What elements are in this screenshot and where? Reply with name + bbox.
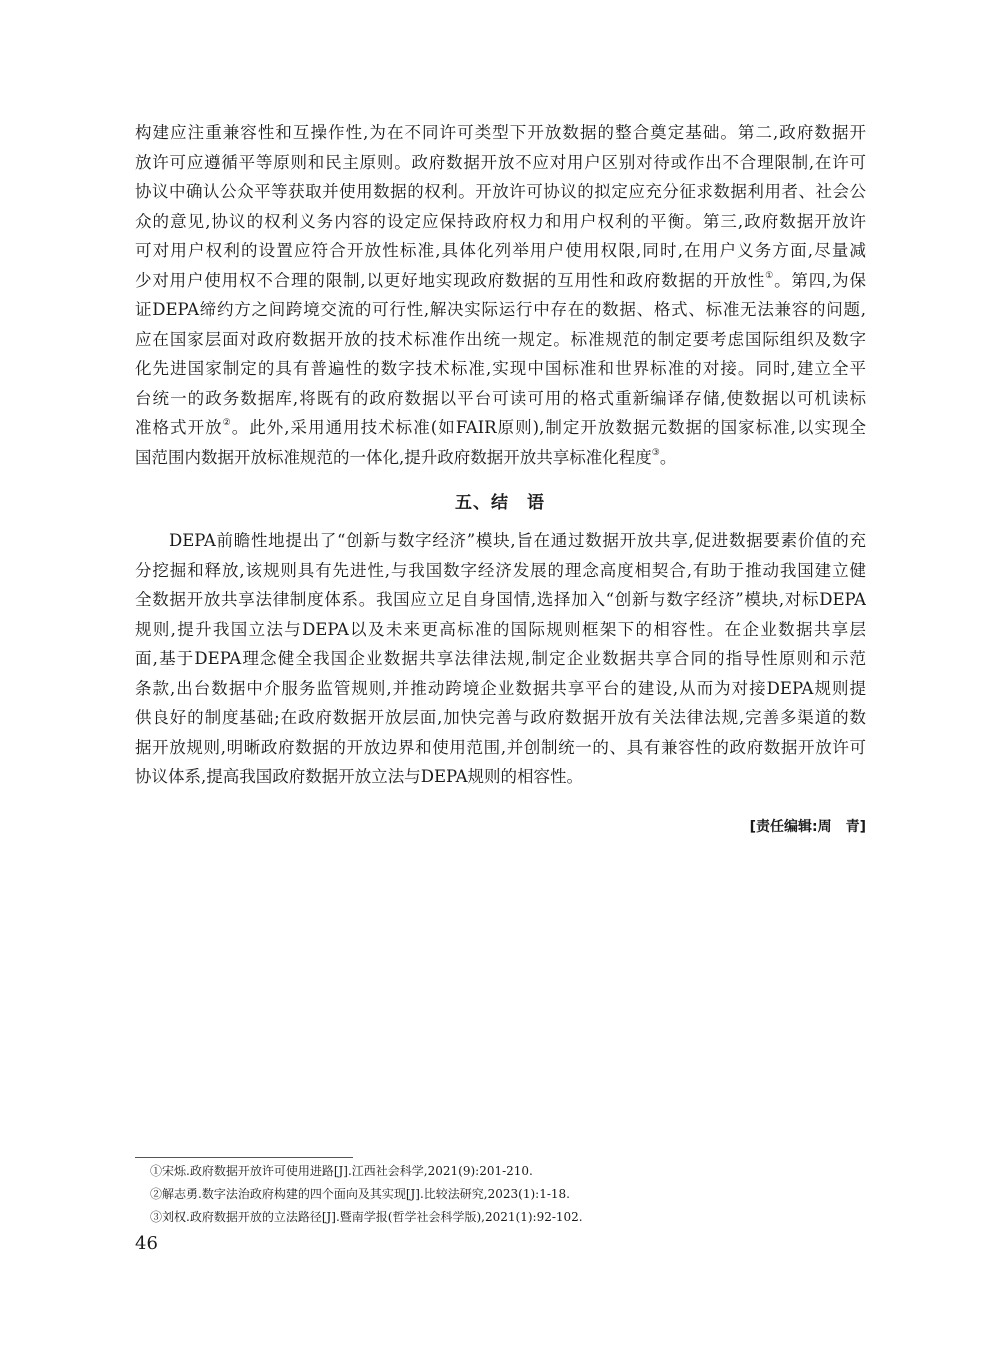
text-line — [135, 526, 866, 556]
footnote: ①宋烁.政府数据开放许可使用进路[J].江西社会科学,2021(9):201-210. — [150, 1164, 533, 1178]
line-text: 可对用户权利的设置应符合开放性标准,具体化列举用户使用权限,同时,在用户义务方面,尽量减 — [135, 241, 866, 260]
footnote: ③刘权.政府数据开放的立法路径[J].暨南学报(哲学社会科学版),2021(1):92-102. — [150, 1210, 583, 1224]
line-text: 供良好的制度基础;在政府数据开放层面,加快完善与政府数据开放有关法律法规,完善多渠道的数 — [135, 708, 866, 727]
line-text: 。第四,为保 — [774, 270, 866, 290]
line-text: 构建应注重兼容性和互操作性,为在不同许可类型下开放数据的整合奠定基础。第二,政府数据开 — [135, 123, 866, 142]
line-text: 协议中确认公众平等获取并使用数据的权利。开放许可协议的拟定应充分征求数据利用者、社会公 — [135, 182, 866, 201]
text-line — [135, 585, 866, 615]
line-text: 规则,提升我国立法与DEPA以及未来更高标准的国际规则框架下的相容性。在企业数据共享层 — [135, 619, 866, 639]
text-line — [135, 615, 866, 645]
body-paragraph-2 — [135, 526, 866, 792]
footnote-marker: ① — [765, 270, 775, 281]
line-text: 证DEPA缔约方之间跨境交流的可行性,解决实际运行中存在的数据、格式、标准无法兼容的问题, — [135, 300, 866, 319]
text-line — [135, 266, 866, 296]
line-text: 面,基于DEPA理念健全我国企业数据共享法律法规,制定企业数据共享合同的指导性原则和示范 — [135, 649, 866, 668]
footnote-marker: ③ — [651, 447, 660, 458]
section-heading: 五、结 语 — [455, 493, 545, 513]
text-line — [135, 556, 866, 586]
text-line — [135, 118, 866, 148]
text-line — [135, 177, 866, 207]
text-line — [135, 148, 866, 178]
line-text: 据开放规则,明晰政府数据的开放边界和使用范围,并创制统一的、具有兼容性的政府数据开放许可 — [135, 737, 866, 757]
line-text: 协议体系,提高我国政府数据开放立法与DEPA规则的相容性。 — [135, 767, 584, 786]
editor-note: [责任编辑:周 青] — [749, 819, 866, 835]
line-text: 国范围内数据开放标准规范的一体化,提升政府数据开放共享标准化程度 — [135, 447, 652, 467]
text-line — [135, 384, 866, 414]
line-text: 准格式开放 — [135, 418, 223, 437]
line-text: 化先进国家制定的具有普遍性的数字技术标准,实现中国标准和世界标准的对接。同时,建立全平 — [135, 359, 866, 378]
text-line — [135, 733, 866, 763]
line-text: 应在国家层面对政府数据开放的技术标准作出统一规定。标准规范的制定要考虑国际组织及数字 — [135, 329, 866, 349]
footnote-marker: ② — [222, 418, 232, 428]
line-text: 。 — [659, 447, 677, 467]
footnote: ②解志勇.数字法治政府构建的四个面向及其实现[J].比较法研究,2023(1):1-18. — [150, 1187, 570, 1201]
text-line — [135, 762, 866, 792]
line-text: 条款,出台数据中介服务监管规则,并推动跨境企业数据共享平台的建设,从而为对接DEPA规则提 — [135, 678, 866, 698]
text-line — [135, 443, 866, 473]
text-line — [135, 207, 866, 237]
page-number: 46 — [135, 1233, 158, 1254]
text-line — [135, 295, 866, 325]
text-line — [135, 703, 866, 733]
text-line — [135, 354, 866, 384]
line-text: 放许可应遵循平等原则和民主原则。政府数据开放不应对用户区别对待或作出不合理限制,在许可 — [135, 152, 866, 172]
line-text: 。此外,采用通用技术标准(如FAIR原则),制定开放数据元数据的国家标准,以实现全 — [231, 418, 866, 437]
body-paragraph-1 — [135, 118, 866, 472]
footnotes — [150, 1160, 583, 1229]
text-line — [135, 325, 866, 355]
line-text: 少对用户使用权不合理的限制,以更好地实现政府数据的互用性和政府数据的开放性 — [135, 270, 766, 290]
text-line — [135, 644, 866, 674]
line-text: 台统一的政务数据库,将既有的政府数据以平台可读可用的格式重新编译存储,使数据以可机读标 — [135, 388, 866, 408]
text-line — [135, 413, 866, 443]
line-text: DEPA前瞻性地提出了“创新与数字经济”模块,旨在通过数据开放共享,促进数据要素价值的充 — [169, 531, 866, 550]
footnote-divider — [135, 1157, 353, 1158]
line-text: 分挖掘和释放,该规则具有先进性,与我国数字经济发展的理念高度相契合,有助于推动我国建立健 — [135, 560, 866, 580]
text-line — [135, 236, 866, 266]
text-line — [135, 674, 866, 704]
line-text: 众的意见,协议的权利义务内容的设定应保持政府权力和用户权利的平衡。第三,政府数据开放许 — [135, 211, 866, 231]
line-text: 全数据开放共享法律制度体系。我国应立足自身国情,选择加入“创新与数字经济”模块,对标DEPA — [135, 590, 866, 609]
